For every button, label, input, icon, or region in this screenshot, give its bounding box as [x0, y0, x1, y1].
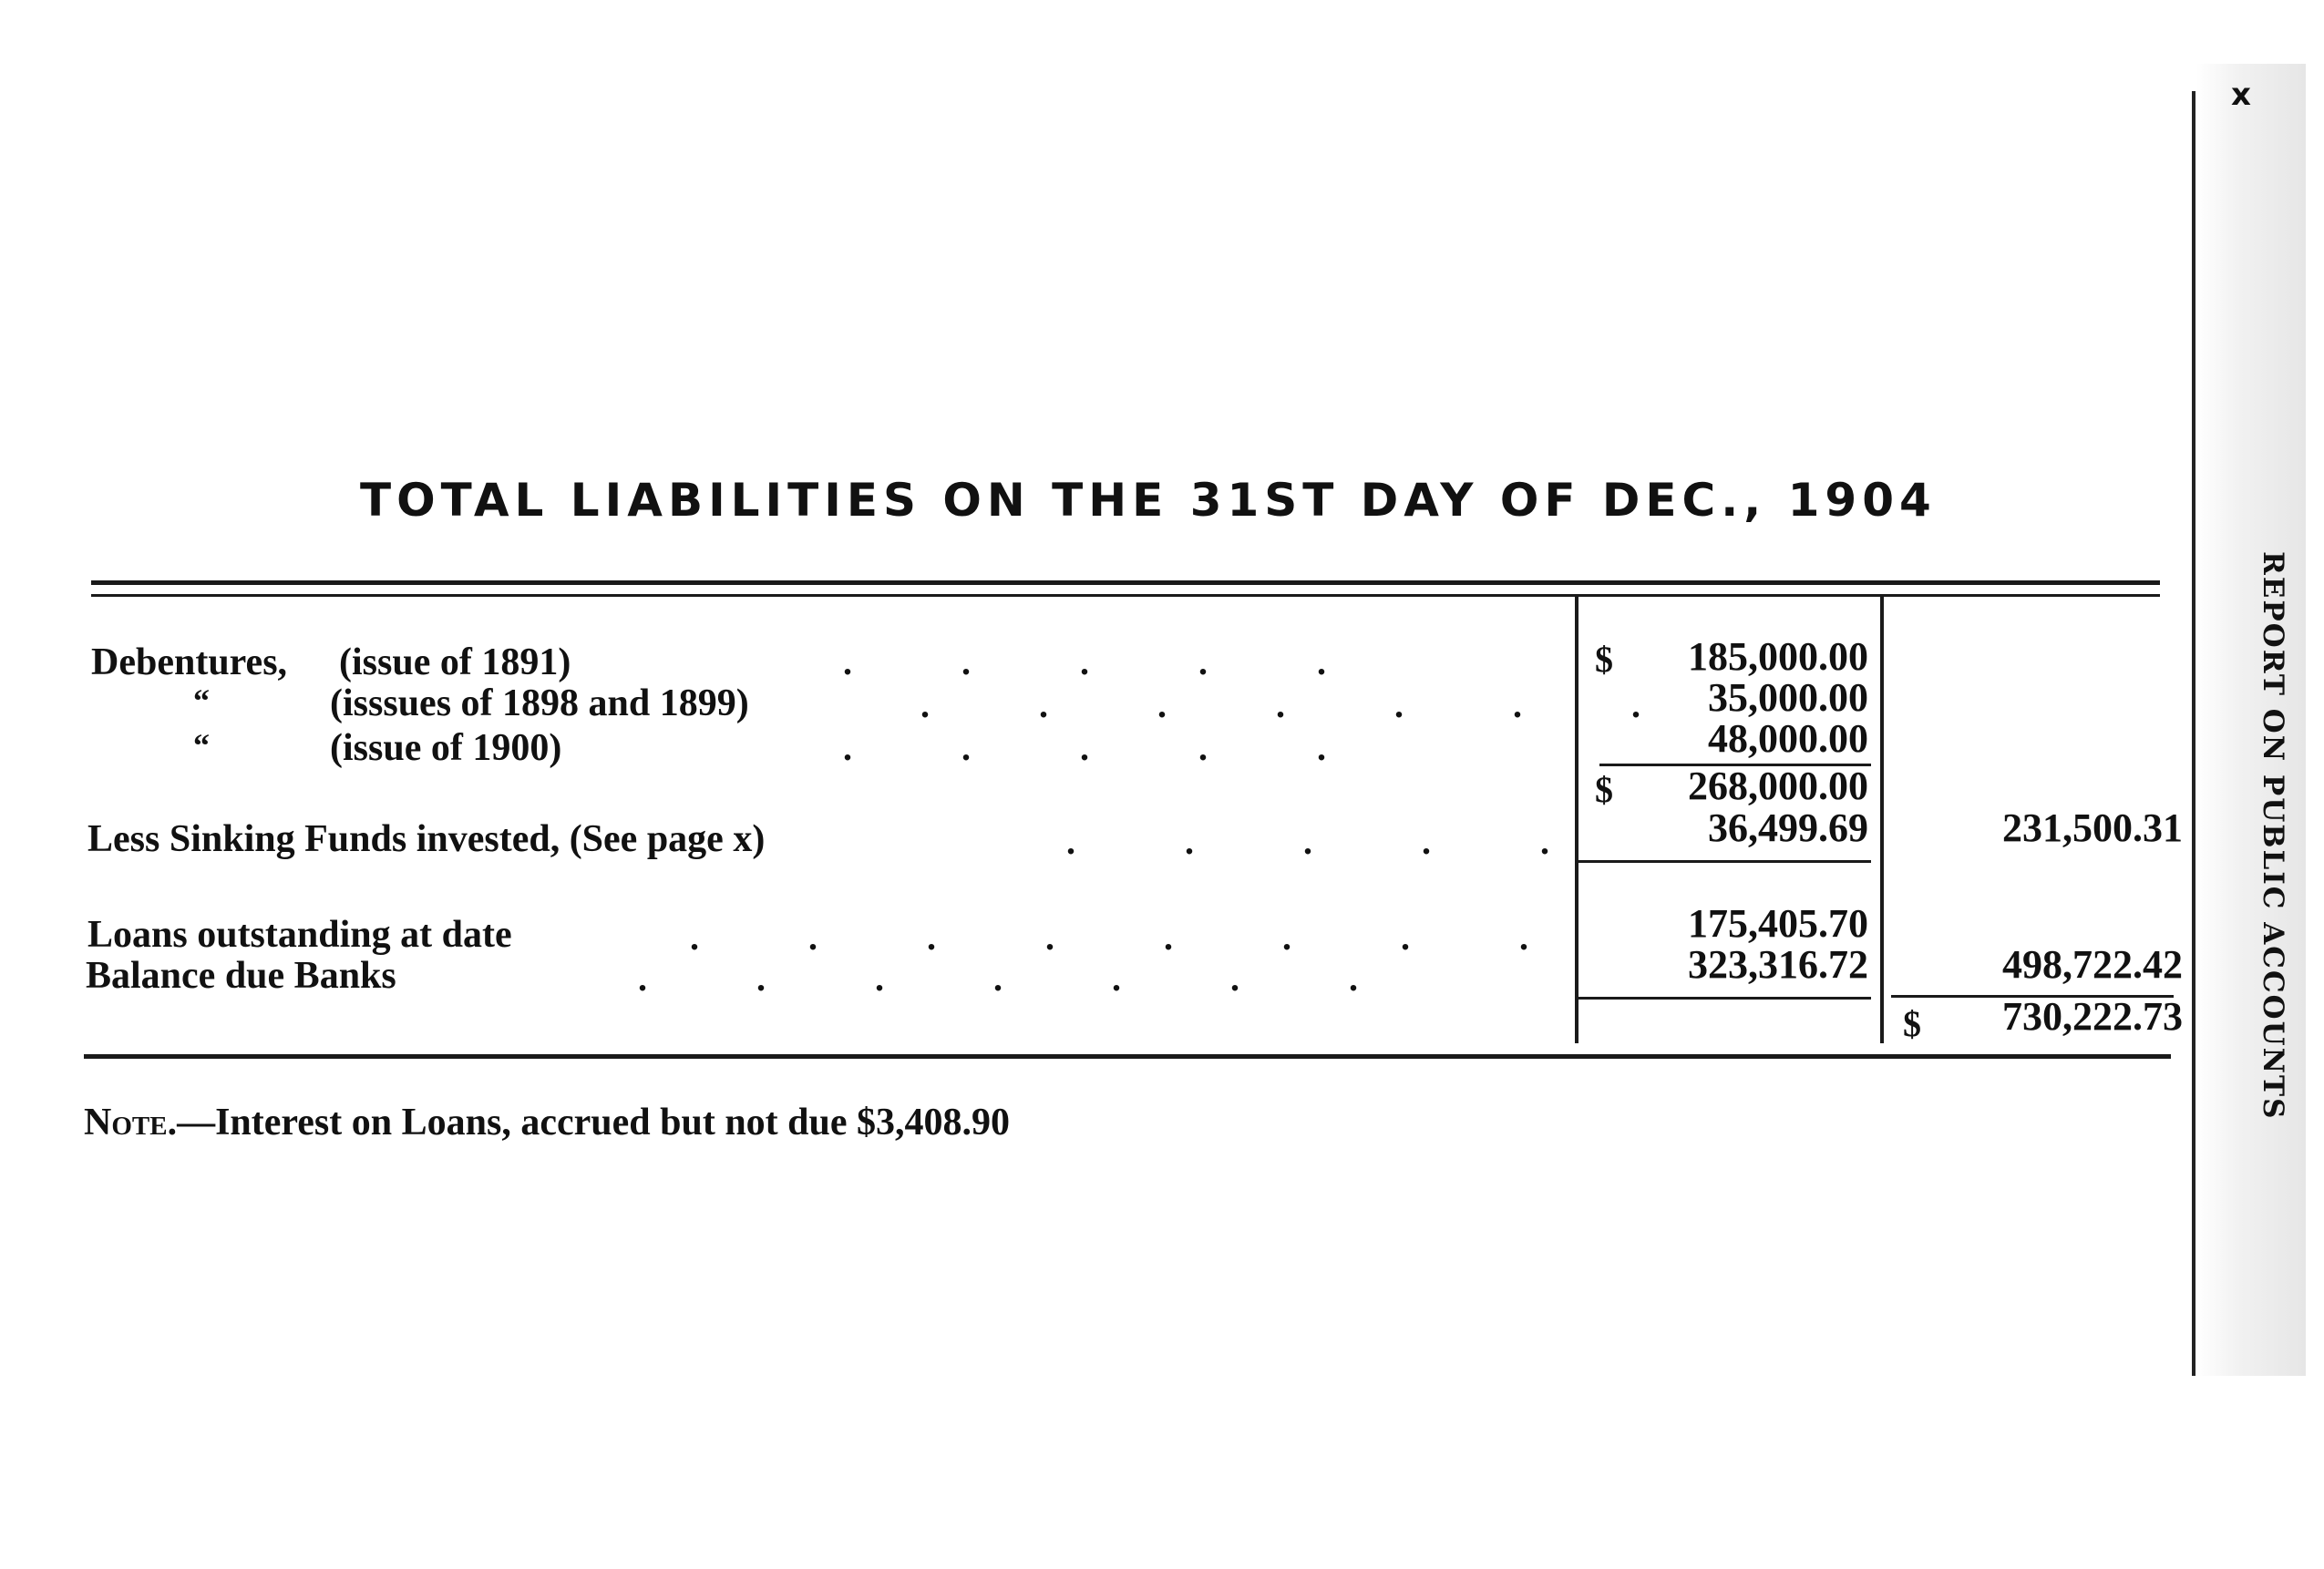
- sinking-funds-label: Less Sinking Funds invested, (See page x): [87, 818, 766, 860]
- column-divider-left: [1575, 597, 1578, 1043]
- table-top-rule-thin: [91, 594, 2160, 597]
- sinking-funds-amount: 36,499.69: [1708, 805, 1868, 850]
- issue-1900-amount: 48,000.00: [1708, 716, 1868, 761]
- leader-dots: . . . . .: [1066, 821, 1549, 862]
- table-top-rule: [91, 580, 2160, 585]
- issue-1898-1899-amount: 35,000.00: [1708, 675, 1868, 720]
- leader-dots: . . . . . . .: [638, 958, 1358, 999]
- subtotal-rule-3: [1578, 997, 1871, 1000]
- ditto-mark: “: [193, 727, 210, 764]
- banks-amount: 323,316.72: [1688, 942, 1868, 987]
- column-divider-right: [1880, 597, 1884, 1043]
- leader-dots: . . . . . . . .: [690, 917, 1528, 958]
- currency-symbol: $: [1595, 769, 1613, 810]
- net-debentures-amount: 231,500.31: [2002, 805, 2183, 850]
- loans-banks-combined: 498,722.42: [2002, 942, 2183, 987]
- debentures-subtotal: 268,000.00: [1688, 764, 1868, 808]
- grand-total: 730,222.73: [2002, 994, 2183, 1039]
- ditto-mark: “: [193, 682, 210, 719]
- issue-1898-1899-label: (isssues of 1898 and 1899): [330, 682, 749, 724]
- banks-label: Balance due Banks: [86, 955, 396, 997]
- leader-dots: . . . . . . .: [920, 684, 1640, 725]
- running-head: REPORT ON PUBLIC ACCOUNTS: [2257, 551, 2289, 1121]
- debentures-label: [91, 641, 287, 684]
- loans-label: Loans outstanding at date: [87, 914, 512, 956]
- page-number: x: [2231, 77, 2251, 113]
- currency-symbol: $: [1595, 639, 1613, 680]
- note-text: —Interest on Loans, accrued but not due $3,408.90: [177, 1102, 1011, 1143]
- footnote: [84, 1101, 1010, 1144]
- issue-1900-label: (issue of 1900): [330, 727, 562, 769]
- issue-1891-amount: 185,000.00: [1688, 634, 1868, 679]
- subtotal-rule-2: [1578, 860, 1871, 863]
- margin-rule: [2192, 91, 2195, 1376]
- leader-dots: . . . . .: [843, 727, 1326, 768]
- page-title: TOTAL LIABILITIES ON THE 31ST DAY OF DEC., 1904: [360, 474, 1937, 527]
- currency-symbol: $: [1903, 1003, 1921, 1044]
- loans-amount: 175,405.70: [1688, 901, 1868, 946]
- debentures-heading: Debentures,: [91, 641, 288, 683]
- note-heading: Note.: [84, 1102, 178, 1143]
- issue-1891-label: (issue of 1891): [339, 641, 571, 683]
- table-bottom-rule: [84, 1054, 2171, 1059]
- leader-dots: . . . . .: [843, 641, 1326, 682]
